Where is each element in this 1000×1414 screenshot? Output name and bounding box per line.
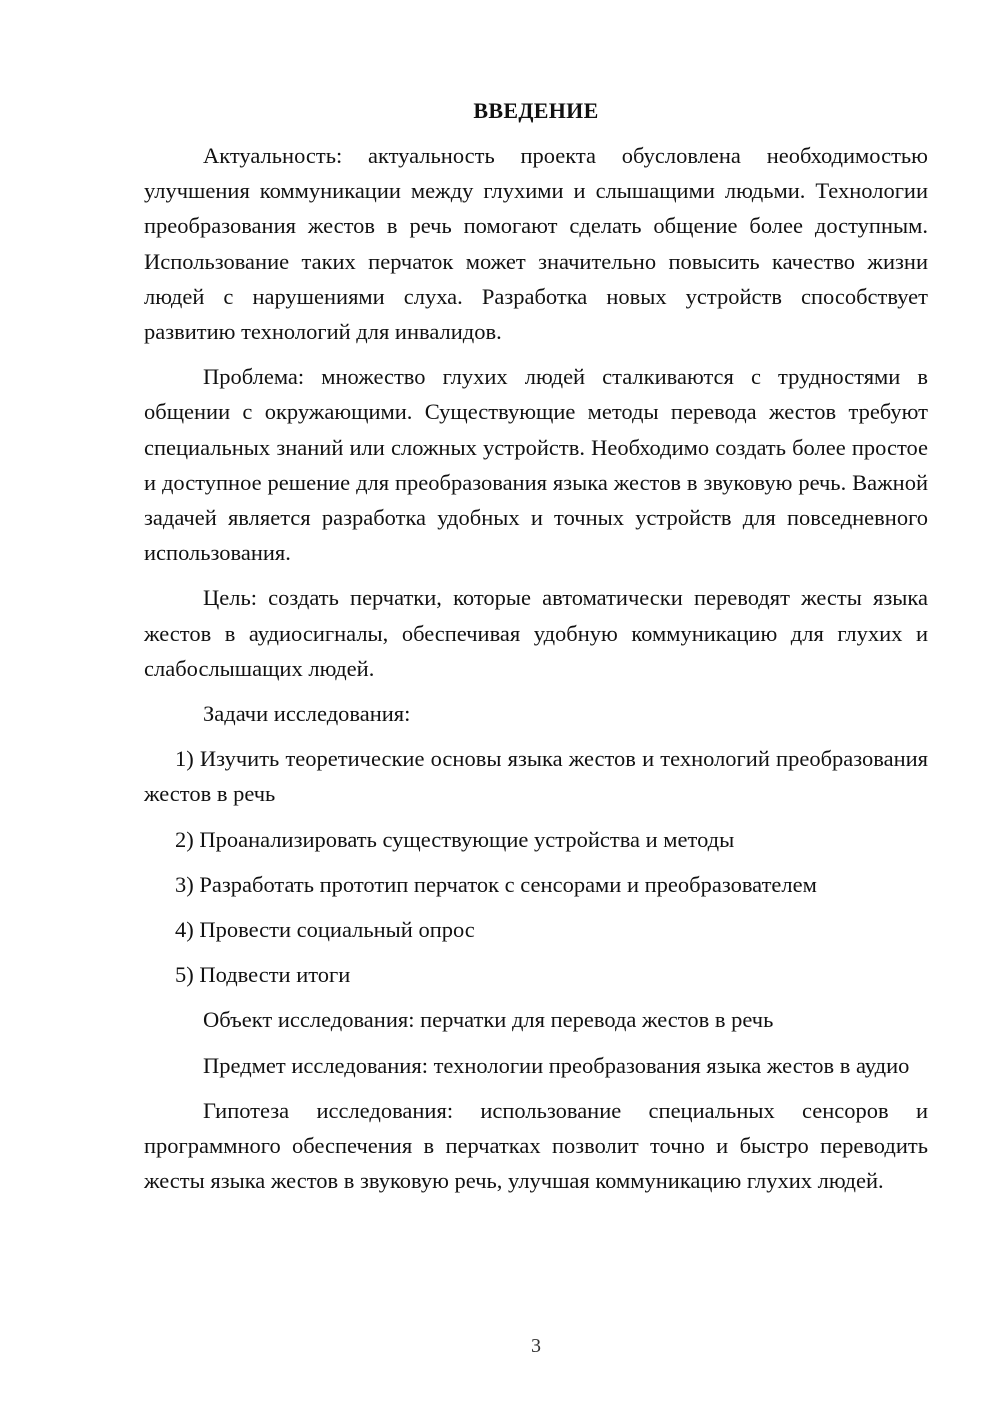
task-item-5: 5) Подвести итоги — [175, 962, 351, 988]
goal-paragraph: Цель: создать перчатки, которые автоматически переводят жесты языка жестов в аудиосигналы, обеспечивая удобную коммуникацию для глухих и слабослышащих людей. — [144, 585, 928, 681]
task-item-4: 4) Провести социальный опрос — [175, 917, 475, 943]
object-paragraph: Объект исследования: перчатки для перевода жестов в речь — [203, 1007, 774, 1033]
task-item-3: 3) Разработать прототип перчаток с сенсорами и преобразователем — [175, 871, 817, 897]
tasks-heading: Задачи исследования: — [203, 701, 411, 727]
document-page — [144, 94, 928, 1208]
problem-paragraph: Проблема: множество глухих людей сталкиваются с трудностями в общении с окружающими. Существующие методы перевода жестов требуют специальных знаний или сложных устройств. Необходимо создать более простое и доступное решение для преобразования языка жестов в звуковую речь. Важной задачей является разработка удобных и точных устройств для повседневного использования. — [144, 364, 928, 566]
hypothesis-paragraph: Гипотеза исследования: использование специальных сенсоров и программного обеспечения в перчатках позволит точно и быстро переводить жесты языка жестов в звуковую речь, улучшая коммуникацию глухих людей. — [144, 1097, 928, 1194]
task-item-1: 1) Изучить теоретические основы языка жестов и технологий преобразования жестов в речь — [144, 746, 928, 807]
subject-paragraph: Предмет исследования: технологии преобразования языка жестов в аудио — [203, 1052, 910, 1078]
section-title: ВВЕДЕНИЕ — [473, 98, 599, 123]
page-number: 3 — [531, 1335, 541, 1357]
task-item-2: 2) Проанализировать существующие устройства и методы — [175, 826, 735, 852]
relevance-paragraph: Актуальность: актуальность проекта обусловлена необходимостью улучшения коммуникации между глухими и слышащими людьми. Технологии преобразования жестов в речь помогают сделать общение более доступным. Использование таких перчаток может значительно повысить качество жизни людей с нарушениями слуха. Разработка новых устройств способствует развитию технологий для инвалидов. — [144, 143, 928, 345]
